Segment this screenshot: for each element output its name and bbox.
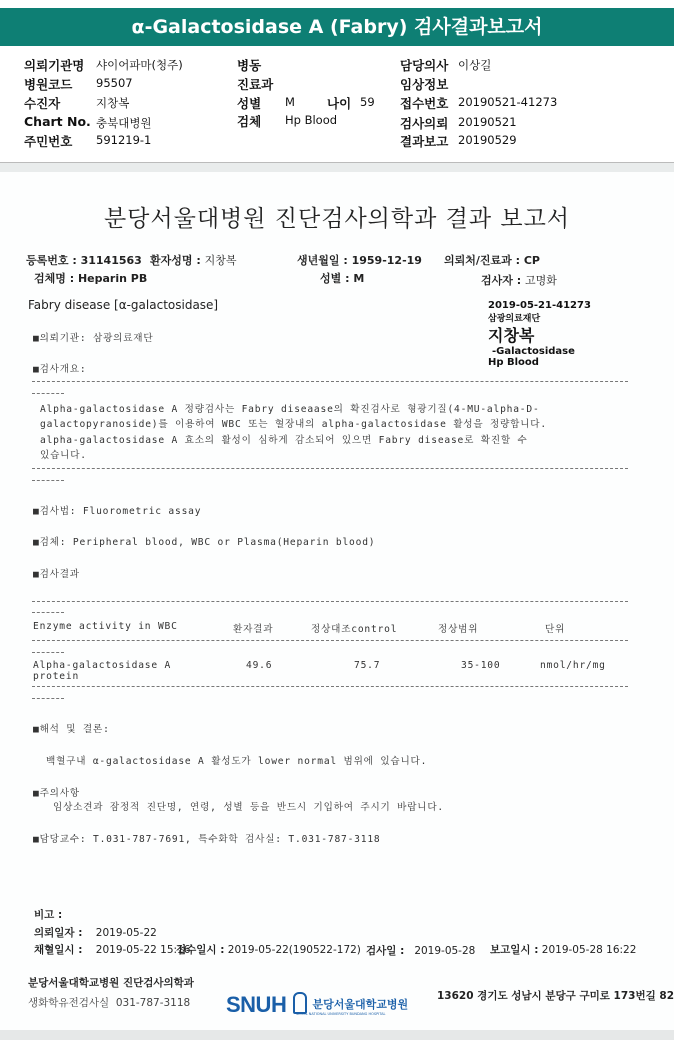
table-header: 정상대조control [311,624,398,635]
meta-value: 20190529 [458,133,517,147]
meta-value: 이상길 [458,58,492,72]
dashed-divider [32,480,64,481]
section-separator [0,162,674,172]
remarks: 비고 : [34,909,63,921]
snuh-logo-text: SNUH [226,992,287,1017]
dashed-divider [32,381,628,382]
report-datetime: 보고일시 : 2019-05-28 16:22 [490,944,637,956]
collection-datetime: 채혈일시 : 2019-05-22 15:16 [34,944,191,956]
request-date: 의뢰일자 : 2019-05-22 [34,927,157,939]
requesting-dept: 의뢰처/진료과 : CP [444,254,540,267]
meta-value: 95507 [96,76,133,90]
dashed-divider [32,612,64,613]
logo-hospital-name: 분당서울대학교병원 [312,998,409,1011]
receive-datetime: 접수일시 : 2019-05-22(190522-172) [176,944,361,956]
overview-line: Alpha-galactosidase A 정량검사는 Fabry diseaase의 확진검사로 형광기질(4-MU-alpha-D- [40,404,540,415]
section-overview: ■검사개요: [33,364,87,375]
meta-label: 임상정보 [400,77,449,92]
logo-english-name: SEOUL NATIONAL UNIVERSITY BUNDANG HOSPITAL [296,1012,386,1016]
table-header: Enzyme activity in WBC [33,621,178,632]
meta-value: 20190521 [458,115,517,129]
table-cell: Alpha-galactosidase A [33,660,172,671]
hospital-address: 13620 경기도 성남시 분당구 구미로 173번길 82 [437,990,674,1002]
report-header-title: α-Galactosidase A (Fabry) 검사결과보고서 [0,8,674,46]
test-date: 검사일 : 2019-05-28 [366,945,476,957]
table-cell: protein [33,671,80,682]
section-method: ■검사법: Fluorometric assay [33,506,202,517]
meta-label: Chart No. [24,114,91,129]
meta-value: 샤이어파마(청주) [96,58,183,72]
sample-label-sticker [488,300,628,368]
table-cell: nmol/hr/mg [540,660,606,671]
meta-label: 병원코드 [24,77,73,92]
dashed-divider [32,698,64,699]
meta-label: 접수번호 [400,96,449,111]
table-cell: 35-100 [461,660,501,671]
dashed-divider [32,601,628,602]
dashed-divider [32,393,64,394]
meta-value: 59 [360,95,375,109]
dashed-divider [32,468,628,469]
meta-value: 지창복 [96,96,130,110]
specimen-name: 검체명 : Heparin PB [34,272,148,285]
table-header: 단위 [545,624,566,635]
meta-label: 수진자 [24,96,61,111]
meta-value: 591219-1 [96,133,152,147]
date-of-birth: 생년월일 : 1959-12-19 [297,254,422,267]
bottom-edge [0,1030,674,1040]
meta-label: 주민번호 [24,134,73,149]
table-header: 환자결과 [233,624,274,635]
table-cell: 49.6 [246,660,273,671]
test-name: Fabry disease [α-galactosidase] [28,298,219,312]
overview-line: alpha-galactosidase A 효소의 활성이 심하게 감소되어 있으면 Fabry disease로 확진할 수 [40,435,528,446]
meta-label: 의뢰기관명 [24,58,85,73]
table-header: 정상범위 [438,624,479,635]
meta-label: 진료과 [237,77,274,92]
section-result: ■검사결과 [33,569,80,580]
dashed-divider [32,640,628,641]
registration-number: 등록번호 : 31141563 [26,254,142,267]
overview-line: 있습니다. [40,450,87,461]
meta-label: 결과보고 [400,134,449,149]
section-interpretation: ■해석 및 결론: [33,724,110,735]
sticker-specimen: Hp Blood [488,357,539,368]
section-notes: ■주의사항 [33,788,80,799]
dashed-divider [32,652,64,653]
meta-label: 검사의뢰 [400,116,449,131]
interpretation-text: 백혈구내 α-galactosidase A 활성도가 lower normal 범위에 있습니다. [46,756,428,767]
meta-label: 나이 [327,96,352,111]
meta-value: Hp Blood [285,113,338,127]
meta-label: 성별 [237,96,262,111]
patient-meta-block [0,50,674,160]
dashed-divider [32,686,628,687]
requesting-institution: ■의뢰기관: 삼광의료재단 [33,333,154,344]
report-title: 분당서울대병원 진단검사의학과 결과 보고서 [103,206,571,232]
meta-value: 충북대병원 [96,116,152,130]
overview-line: galactopyranoside)를 이용하여 WBC 또는 혈장내의 alpha-galactosidase 활성을 정량합니다. [40,419,547,430]
meta-label: 병동 [237,58,262,73]
meta-label: 담당의사 [400,58,449,73]
department-name: 분당서울대학교병원 진단검사의학과 [28,977,194,989]
notes-text: 임상소견과 잠정적 진단명, 연령, 성별 등을 반드시 기입하여 주시기 바랍니다. [53,802,445,813]
table-cell: 75.7 [354,660,381,671]
sticker-accession: 2019-05-21-41273 [488,300,591,311]
meta-label: 검체 [237,114,262,129]
lab-contact: 생화학유전검사실 031-787-3118 [28,997,191,1009]
logo-emblem-icon [293,992,307,1014]
tester: 검사자 : 고명화 [481,274,557,287]
sticker-institution: 삼광의료재단 [488,314,541,324]
sticker-patient-name: 지창복 [488,326,535,345]
divider [0,162,674,163]
meta-value: 20190521-41273 [458,95,558,109]
contact-info: ■담당교수: T.031-787-7691, 특수화학 검사실: T.031-787-3118 [33,834,381,845]
hospital-logo [226,992,408,1018]
sticker-test: -Galactosidase [492,346,575,357]
section-specimen: ■검체: Peripheral blood, WBC or Plasma(Heparin blood) [33,537,376,548]
meta-value: M [285,95,295,109]
patient-sex: 성별 : M [320,272,365,285]
patient-name: 환자성명 : 지창복 [150,254,237,267]
